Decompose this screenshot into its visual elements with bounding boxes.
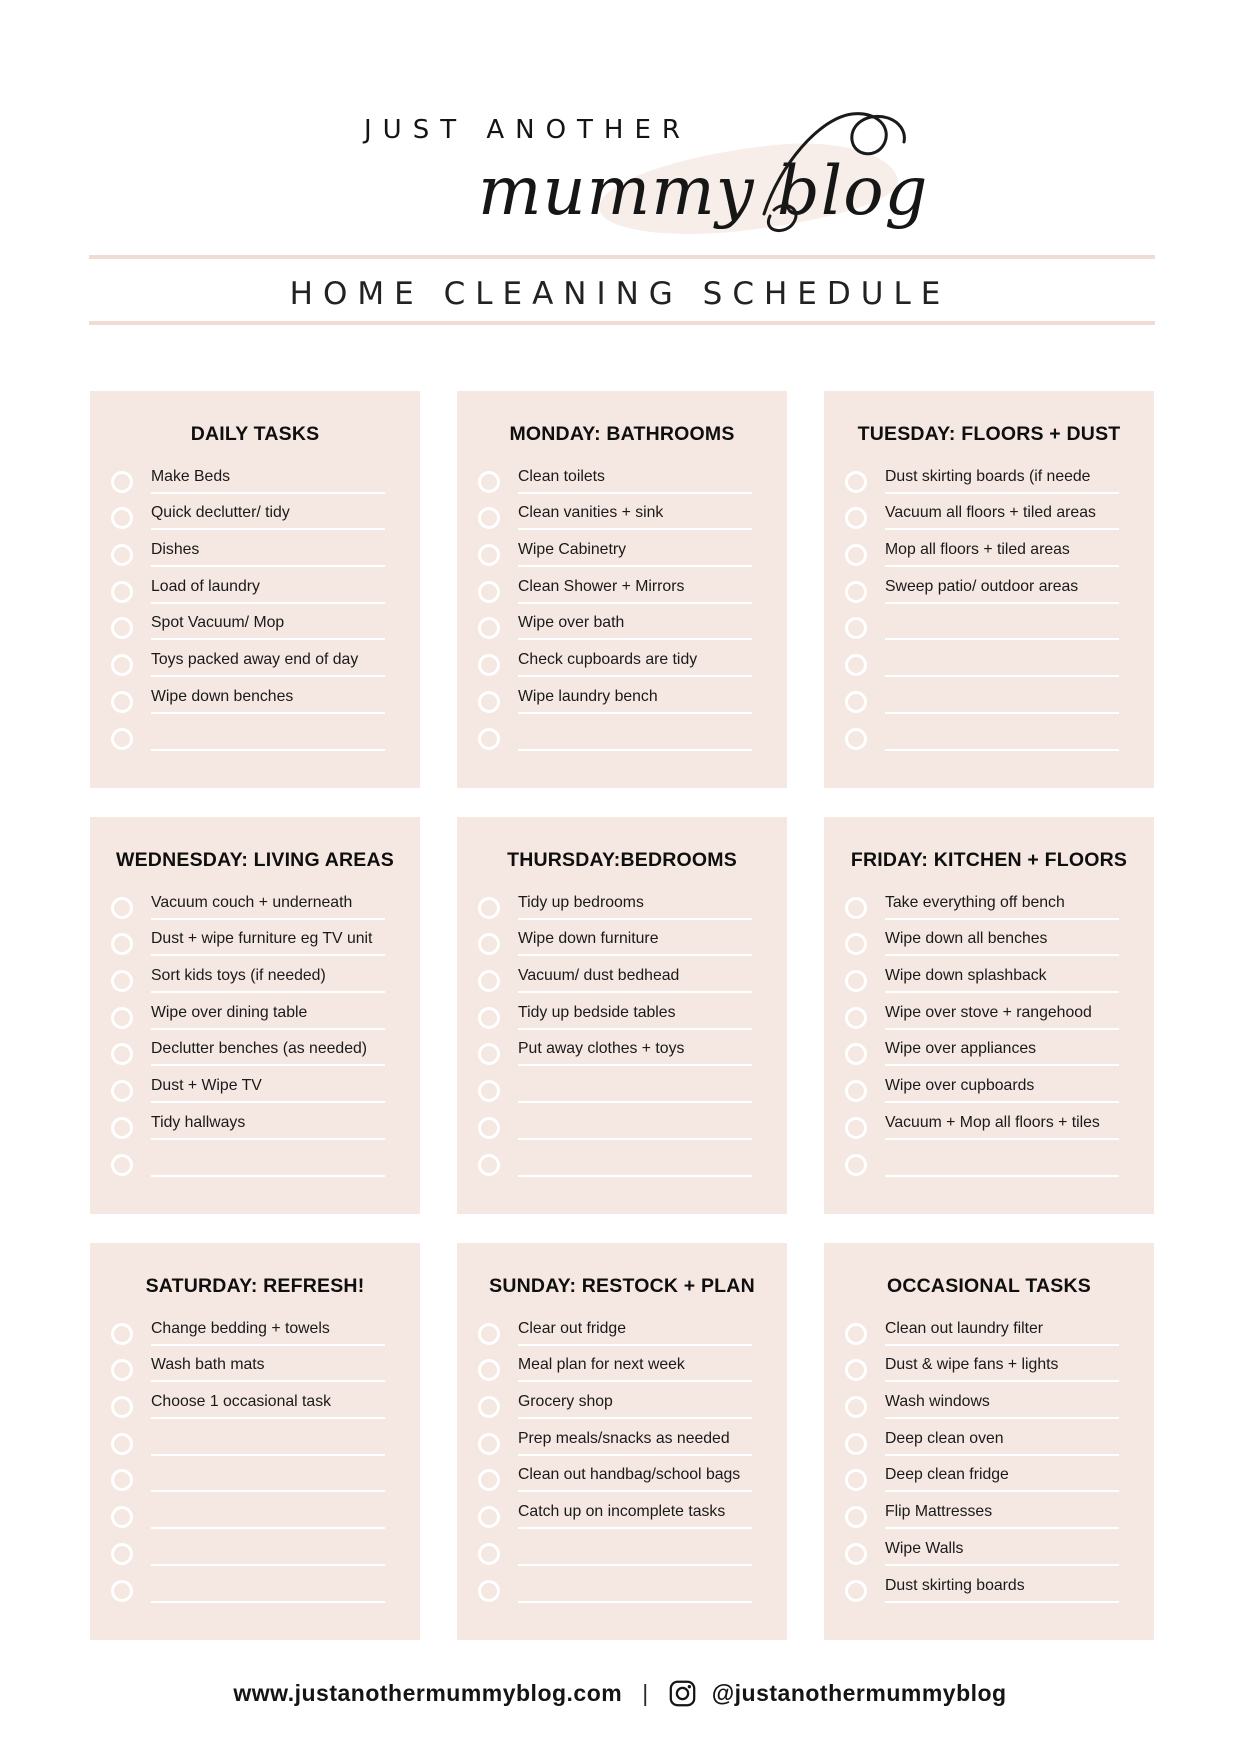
task-row: [478, 530, 752, 567]
task-label: [518, 1169, 752, 1177]
card-title: SATURDAY: REFRESH!: [145, 1275, 365, 1297]
checkbox-circle[interactable]: [845, 728, 867, 750]
checkbox-circle[interactable]: [111, 970, 133, 992]
task-row: [111, 714, 385, 751]
checkbox-circle[interactable]: [478, 897, 500, 919]
task-row: [845, 1382, 1119, 1419]
checkbox-circle[interactable]: [845, 1154, 867, 1176]
task-card-wednesday: [90, 817, 420, 1214]
task-row: [845, 1456, 1119, 1493]
task-row: [845, 604, 1119, 641]
task-label: Clean toilets: [518, 467, 752, 494]
task-label: [151, 1595, 385, 1603]
task-label: Wash windows: [885, 1392, 1119, 1419]
task-row: [478, 604, 752, 641]
checkbox-circle[interactable]: [111, 471, 133, 493]
card-title: MONDAY: BATHROOMS: [509, 423, 735, 445]
task-label: Vacuum all floors + tiled areas: [885, 503, 1119, 530]
task-label: Wipe Walls: [885, 1539, 1119, 1566]
task-card-friday: [824, 817, 1154, 1214]
task-row: [478, 1103, 752, 1140]
task-label: [885, 706, 1119, 714]
checkbox-circle[interactable]: [845, 654, 867, 676]
task-label: Wipe down splashback: [885, 966, 1119, 993]
checkbox-circle[interactable]: [845, 1080, 867, 1102]
checkbox-circle[interactable]: [111, 1359, 133, 1381]
task-label: Wipe over cupboards: [885, 1076, 1119, 1103]
card-title: TUESDAY: FLOORS + DUST: [857, 423, 1121, 445]
task-label: [151, 1521, 385, 1529]
task-row: [845, 494, 1119, 531]
task-label: [885, 1169, 1119, 1177]
card-title: THURSDAY:BEDROOMS: [507, 849, 737, 871]
task-row: [111, 494, 385, 531]
task-row: [478, 457, 752, 494]
checkbox-circle[interactable]: [111, 933, 133, 955]
task-label: Put away clothes + toys: [518, 1039, 752, 1066]
checkbox-circle[interactable]: [478, 1469, 500, 1491]
checkbox-circle[interactable]: [478, 970, 500, 992]
task-label: Vacuum/ dust bedhead: [518, 966, 752, 993]
checkbox-circle[interactable]: [845, 897, 867, 919]
checkbox-circle[interactable]: [111, 1043, 133, 1065]
task-label: Tidy up bedside tables: [518, 1003, 752, 1030]
task-row: [478, 1492, 752, 1529]
divider-top: [89, 255, 1155, 259]
task-label: Dishes: [151, 540, 385, 567]
checkbox-circle[interactable]: [478, 654, 500, 676]
checkbox-circle[interactable]: [845, 1043, 867, 1065]
task-row: [478, 1140, 752, 1177]
checkbox-circle[interactable]: [111, 507, 133, 529]
task-label: Wipe over stove + rangehood: [885, 1003, 1119, 1030]
task-row: [845, 883, 1119, 920]
task-row: [845, 457, 1119, 494]
task-row: [478, 1529, 752, 1566]
task-label: Check cupboards are tidy: [518, 650, 752, 677]
checkbox-circle[interactable]: [845, 1580, 867, 1602]
task-row: [478, 1030, 752, 1067]
checkbox-circle[interactable]: [478, 1323, 500, 1345]
task-card-saturday: [90, 1243, 420, 1640]
task-card-sunday: [457, 1243, 787, 1640]
task-row: [478, 1346, 752, 1383]
task-label: Clean out handbag/school bags: [518, 1465, 752, 1492]
checkbox-circle[interactable]: [845, 1007, 867, 1029]
task-label: Tidy up bedrooms: [518, 893, 752, 920]
task-label: Quick declutter/ tidy: [151, 503, 385, 530]
task-row: [111, 883, 385, 920]
task-row: [845, 677, 1119, 714]
task-label: Vacuum couch + underneath: [151, 893, 385, 920]
checkbox-circle[interactable]: [845, 1469, 867, 1491]
task-row: [111, 457, 385, 494]
task-row: [478, 1456, 752, 1493]
checkbox-circle[interactable]: [478, 1396, 500, 1418]
task-label: Deep clean oven: [885, 1429, 1119, 1456]
task-label: Dust & wipe fans + lights: [885, 1355, 1119, 1382]
task-row: [111, 567, 385, 604]
footer: [0, 1680, 1240, 1707]
task-row: [478, 993, 752, 1030]
checkbox-circle[interactable]: [478, 1080, 500, 1102]
page-title: HOME CLEANING SCHEDULE: [289, 276, 951, 312]
checkbox-circle[interactable]: [111, 581, 133, 603]
checkbox-circle[interactable]: [478, 617, 500, 639]
task-label: [151, 1448, 385, 1456]
task-row: [111, 1456, 385, 1493]
task-label: Tidy hallways: [151, 1113, 385, 1140]
task-row: [478, 956, 752, 993]
checkbox-circle[interactable]: [478, 544, 500, 566]
task-label: Wipe over dining table: [151, 1003, 385, 1030]
task-label: Wipe down all benches: [885, 929, 1119, 956]
checkbox-circle[interactable]: [478, 1007, 500, 1029]
checkbox-circle[interactable]: [845, 1117, 867, 1139]
task-label: [518, 743, 752, 751]
logo: [0, 0, 1240, 250]
task-label: Make Beds: [151, 467, 385, 494]
task-row: [845, 956, 1119, 993]
card-title: SUNDAY: RESTOCK + PLAN: [489, 1275, 755, 1297]
task-row: [845, 714, 1119, 751]
task-row: [111, 677, 385, 714]
checkbox-circle[interactable]: [845, 507, 867, 529]
checkbox-circle[interactable]: [845, 471, 867, 493]
task-row: [478, 920, 752, 957]
task-label: Sort kids toys (if needed): [151, 966, 385, 993]
task-label: [151, 1558, 385, 1566]
task-label: Wipe over bath: [518, 613, 752, 640]
task-label: [518, 1132, 752, 1140]
checkbox-circle[interactable]: [478, 728, 500, 750]
checkbox-circle[interactable]: [478, 933, 500, 955]
task-row: [845, 1066, 1119, 1103]
checkbox-circle[interactable]: [111, 1396, 133, 1418]
checkbox-circle[interactable]: [845, 617, 867, 639]
task-label: [885, 669, 1119, 677]
card-title: OCCASIONAL TASKS: [887, 1275, 1091, 1297]
divider-bottom: [89, 321, 1155, 325]
separator: |: [642, 1680, 649, 1706]
task-label: [518, 1558, 752, 1566]
task-row: [111, 993, 385, 1030]
task-label: Take everything off bench: [885, 893, 1119, 920]
task-row: [845, 1103, 1119, 1140]
task-row: [845, 530, 1119, 567]
checkbox-circle[interactable]: [111, 1117, 133, 1139]
task-row: [845, 920, 1119, 957]
task-row: [111, 956, 385, 993]
task-label: Wash bath mats: [151, 1355, 385, 1382]
checkbox-circle[interactable]: [845, 1506, 867, 1528]
task-label: Clean out laundry filter: [885, 1319, 1119, 1346]
checkbox-circle[interactable]: [845, 544, 867, 566]
task-label: Sweep patio/ outdoor areas: [885, 577, 1119, 604]
checkbox-circle[interactable]: [845, 1433, 867, 1455]
checkbox-circle[interactable]: [111, 1543, 133, 1565]
checkbox-circle[interactable]: [111, 897, 133, 919]
task-row: [478, 567, 752, 604]
task-label: Clear out fridge: [518, 1319, 752, 1346]
checkbox-circle[interactable]: [111, 544, 133, 566]
checkbox-circle[interactable]: [845, 1396, 867, 1418]
card-title: FRIDAY: KITCHEN + FLOORS: [850, 849, 1128, 871]
task-label: Grocery shop: [518, 1392, 752, 1419]
checkbox-circle[interactable]: [111, 1154, 133, 1176]
task-row: [478, 714, 752, 751]
task-row: [111, 1566, 385, 1603]
instagram-handle: @justanothermummyblog: [711, 1680, 1007, 1706]
task-label: [518, 1595, 752, 1603]
task-row: [478, 640, 752, 677]
task-row: [111, 1140, 385, 1177]
task-label: Wipe over appliances: [885, 1039, 1119, 1066]
task-label: Catch up on incomplete tasks: [518, 1502, 752, 1529]
logo-text-top: JUST ANOTHER: [364, 115, 691, 145]
task-label: Declutter benches (as needed): [151, 1039, 385, 1066]
task-label: Wipe down benches: [151, 687, 385, 714]
task-label: Deep clean fridge: [885, 1465, 1119, 1492]
task-label: [885, 632, 1119, 640]
task-row: [111, 530, 385, 567]
checkbox-circle[interactable]: [111, 1433, 133, 1455]
task-label: [518, 1095, 752, 1103]
task-label: Spot Vacuum/ Mop: [151, 613, 385, 640]
logo-text-script: mummy blog: [478, 152, 929, 230]
checkbox-circle[interactable]: [478, 1154, 500, 1176]
task-row: [845, 567, 1119, 604]
checkbox-circle[interactable]: [845, 933, 867, 955]
task-row: [478, 494, 752, 531]
task-row: [111, 1309, 385, 1346]
task-row: [478, 1419, 752, 1456]
task-row: [111, 1030, 385, 1067]
checkbox-circle[interactable]: [478, 691, 500, 713]
checkbox-circle[interactable]: [845, 1323, 867, 1345]
task-row: [845, 1346, 1119, 1383]
task-label: Wipe laundry bench: [518, 687, 752, 714]
task-card-thursday: [457, 817, 787, 1214]
instagram-icon: [669, 1680, 696, 1707]
task-row: [111, 920, 385, 957]
task-row: [845, 1140, 1119, 1177]
task-row: [845, 1419, 1119, 1456]
task-row: [111, 1346, 385, 1383]
task-row: [478, 883, 752, 920]
task-row: [845, 1566, 1119, 1603]
task-row: [845, 1309, 1119, 1346]
card-title: DAILY TASKS: [190, 423, 320, 445]
checkbox-circle[interactable]: [845, 581, 867, 603]
checkbox-circle[interactable]: [478, 507, 500, 529]
task-label: [151, 1169, 385, 1177]
checkbox-circle[interactable]: [478, 1506, 500, 1528]
website-url: www.justanothermummyblog.com: [233, 1680, 623, 1706]
flourish-icon: [760, 104, 910, 244]
task-card-daily: [90, 391, 420, 788]
checkbox-circle[interactable]: [111, 1323, 133, 1345]
task-card-tuesday: [824, 391, 1154, 788]
task-label: Vacuum + Mop all floors + tiles: [885, 1113, 1119, 1140]
checkbox-circle[interactable]: [111, 1580, 133, 1602]
checkbox-circle[interactable]: [111, 691, 133, 713]
task-row: [111, 1529, 385, 1566]
task-row: [478, 1309, 752, 1346]
checkbox-circle[interactable]: [478, 1043, 500, 1065]
task-row: [845, 993, 1119, 1030]
task-label: Clean vanities + sink: [518, 503, 752, 530]
task-row: [845, 1529, 1119, 1566]
task-row: [111, 1419, 385, 1456]
task-label: Mop all floors + tiled areas: [885, 540, 1119, 567]
task-label: Flip Mattresses: [885, 1502, 1119, 1529]
checkbox-circle[interactable]: [845, 1359, 867, 1381]
checkbox-circle[interactable]: [111, 1506, 133, 1528]
checkbox-circle[interactable]: [111, 1469, 133, 1491]
task-row: [845, 640, 1119, 677]
task-label: Toys packed away end of day: [151, 650, 385, 677]
checkbox-circle[interactable]: [111, 617, 133, 639]
task-label: Dust + Wipe TV: [151, 1076, 385, 1103]
task-card-occasional: [824, 1243, 1154, 1640]
checkbox-circle[interactable]: [478, 471, 500, 493]
checkbox-circle[interactable]: [478, 581, 500, 603]
card-title: WEDNESDAY: LIVING AREAS: [116, 849, 394, 871]
checkbox-circle[interactable]: [478, 1359, 500, 1381]
task-label: [885, 743, 1119, 751]
task-row: [111, 1103, 385, 1140]
checkbox-circle[interactable]: [111, 728, 133, 750]
task-card-monday: [457, 391, 787, 788]
task-row: [478, 1566, 752, 1603]
checkbox-circle[interactable]: [478, 1117, 500, 1139]
checkbox-circle[interactable]: [845, 691, 867, 713]
task-label: Wipe down furniture: [518, 929, 752, 956]
task-row: [478, 1382, 752, 1419]
checkbox-circle[interactable]: [478, 1580, 500, 1602]
checkbox-circle[interactable]: [845, 970, 867, 992]
task-row: [845, 1492, 1119, 1529]
task-label: [151, 1484, 385, 1492]
task-row: [478, 677, 752, 714]
checkbox-circle[interactable]: [845, 1543, 867, 1565]
task-row: [111, 1066, 385, 1103]
task-label: Choose 1 occasional task: [151, 1392, 385, 1419]
task-label: Dust skirting boards (if neede: [885, 467, 1119, 494]
checkbox-circle[interactable]: [478, 1433, 500, 1455]
checkbox-circle[interactable]: [111, 654, 133, 676]
checkbox-circle[interactable]: [111, 1080, 133, 1102]
task-label: Prep meals/snacks as needed: [518, 1429, 752, 1456]
task-label: Wipe Cabinetry: [518, 540, 752, 567]
checkbox-circle[interactable]: [111, 1007, 133, 1029]
task-label: Dust skirting boards: [885, 1576, 1119, 1603]
task-row: [111, 640, 385, 677]
task-label: Load of laundry: [151, 577, 385, 604]
task-row: [845, 1030, 1119, 1067]
task-row: [111, 1382, 385, 1419]
task-row: [111, 1492, 385, 1529]
task-label: Meal plan for next week: [518, 1355, 752, 1382]
task-row: [478, 1066, 752, 1103]
task-label: Change bedding + towels: [151, 1319, 385, 1346]
schedule-grid: [90, 391, 1154, 1640]
task-label: Dust + wipe furniture eg TV unit: [151, 929, 385, 956]
task-label: [151, 743, 385, 751]
checkbox-circle[interactable]: [478, 1543, 500, 1565]
task-label: Clean Shower + Mirrors: [518, 577, 752, 604]
task-row: [111, 604, 385, 641]
